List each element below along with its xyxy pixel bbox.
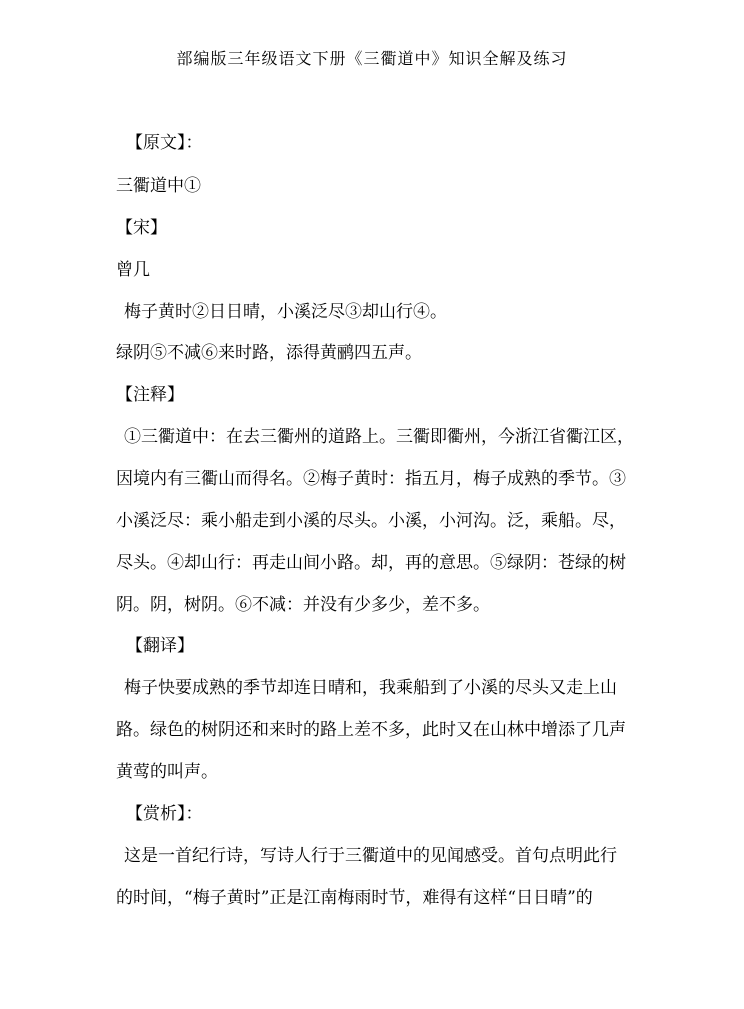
poem-dynasty: 【宋】 (116, 218, 167, 238)
poem-line-1: 梅子黄时②日日晴，小溪泛尽③却山行④。 (124, 302, 447, 322)
notes-line-1: ①三衢道中：在去三衢州的道路上。三衢即衢州，今浙江省衢江区， (124, 427, 634, 447)
poem-line-2: 绿阴⑤不减⑥来时路，添得黄鹂四五声。 (116, 343, 422, 363)
notes-line-5: 阴。阴，树阴。⑥不减：并没有少多少，差不多。 (116, 595, 490, 615)
section-heading-original: 【原文】： (126, 133, 203, 153)
section-heading-appreciation: 【赏析】： (126, 804, 203, 824)
appreciation-line-2: 的时间，“梅子黄时”正是江南梅雨时节，难得有这样“日日晴”的 (116, 888, 593, 908)
notes-line-3: 小溪泛尽：乘小船走到小溪的尽头。小溪，小河沟。泛，乘船。尽， (116, 511, 626, 531)
poem-author: 曾几 (116, 260, 150, 280)
translation-line-1: 梅子快要成熟的季节却连日晴和，我乘船到了小溪的尽头又走上山 (124, 678, 617, 698)
section-heading-notes: 【注释】 (116, 385, 184, 405)
page-title: 部编版三年级语文下册《三衢道中》知识全解及练习 (176, 49, 568, 68)
translation-line-3: 黄莺的叫声。 (116, 762, 218, 782)
notes-line-2: 因境内有三衢山而得名。②梅子黄时：指五月，梅子成熟的季节。③ (116, 469, 626, 489)
notes-line-4: 尽头。④却山行：再走山间小路。却，再的意思。⑤绿阴：苍绿的树 (116, 553, 626, 573)
appreciation-line-1: 这是一首纪行诗，写诗人行于三衢道中的见闻感受。首句点明此行 (124, 846, 617, 866)
translation-line-2: 路。绿色的树阴还和来时的路上差不多，此时又在山林中增添了几声 (116, 720, 626, 740)
poem-title: 三衢道中① (116, 176, 201, 196)
section-heading-translation: 【翻译】 (126, 636, 194, 656)
